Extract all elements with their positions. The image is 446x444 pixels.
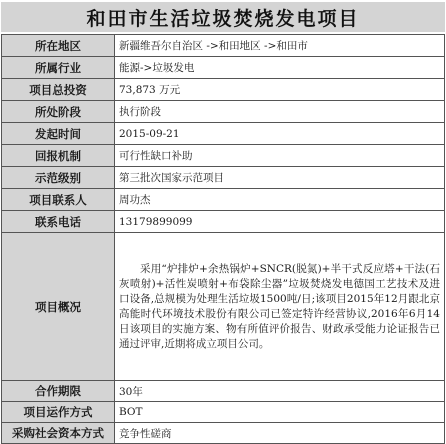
row-value: 执行阶段: [115, 101, 445, 123]
table-row-contact-person: [2, 189, 445, 211]
row-label: 所在地区: [2, 35, 115, 57]
table-row-industry: [2, 57, 445, 79]
row-label: 回报机制: [2, 145, 115, 167]
row-value: 第三批次国家示范项目: [115, 167, 445, 189]
table-row-phone: [2, 211, 445, 233]
table-row-procurement-method: [2, 423, 445, 444]
row-value: BOT: [115, 402, 445, 423]
row-label: 示范级别: [2, 167, 115, 189]
project-info-table: [1, 34, 445, 444]
row-value: 新疆维吾尔自治区 ->和田地区 ->和田市: [115, 35, 445, 57]
row-label: 采购社会资本方式: [2, 423, 115, 444]
row-label: 项目总投资: [2, 79, 115, 101]
row-value: 能源->垃圾发电: [115, 57, 445, 79]
table-row-operation-mode: [2, 402, 445, 423]
row-label: 项目运作方式: [2, 402, 115, 423]
table-row-investment: [2, 79, 445, 101]
row-value: 13179899099: [115, 211, 445, 233]
page-title: 和田市生活垃圾焚烧发电项目: [1, 2, 445, 32]
table-row-return-mechanism: [2, 145, 445, 167]
table-row-start-date: [2, 123, 445, 145]
row-label: 联系电话: [2, 211, 115, 233]
table-row-region: [2, 35, 445, 57]
row-value: 采用“炉排炉+余热锅炉+SNCR(脱氮)+半干式反应塔+干法(石灰喷射)+活性炭喷射+布袋除尘器”垃圾焚烧发电德国工艺技术及进口设备,总规模为处理生活垃圾1500吨/日;该项目2015年12月跟北京高能时代环境技术股份有限公司已签定特许经营协议,2016年6月14日该项目的实施方案、物有所值评价报告、财政承受能力论证报告已通过评审,近期将成立项目公司。: [115, 233, 445, 381]
row-value: 30年: [115, 381, 445, 402]
row-value: 2015-09-21: [115, 123, 445, 145]
row-value: 周功杰: [115, 189, 445, 211]
row-label: 合作期限: [2, 381, 115, 402]
row-value: 可行性缺口补助: [115, 145, 445, 167]
table-row-overview: [2, 233, 445, 381]
row-label: 所属行业: [2, 57, 115, 79]
row-label: 项目概况: [2, 233, 115, 381]
row-value: 73,873 万元: [115, 79, 445, 101]
table-row-cooperation-term: [2, 381, 445, 402]
table-row-demo-level: [2, 167, 445, 189]
row-label: 发起时间: [2, 123, 115, 145]
row-value: 竞争性磋商: [115, 423, 445, 444]
row-label: 所处阶段: [2, 101, 115, 123]
table-row-stage: [2, 101, 445, 123]
row-label: 项目联系人: [2, 189, 115, 211]
